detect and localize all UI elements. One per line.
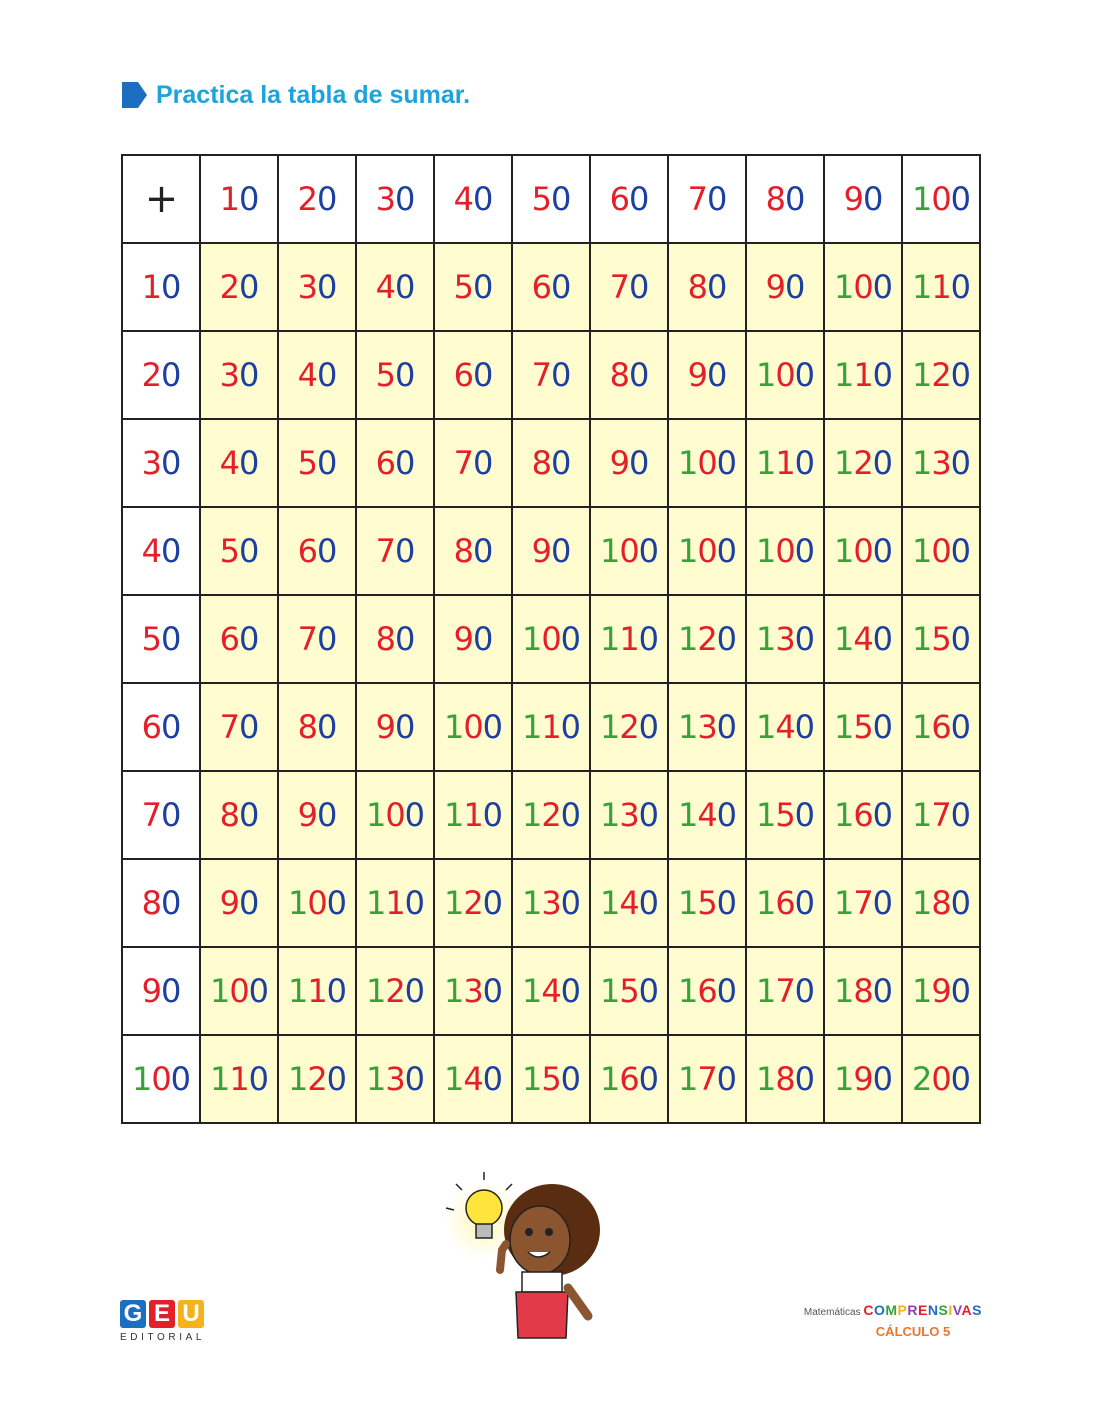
sum-cell: 110: [356, 859, 434, 947]
sum-cell: 170: [902, 771, 980, 859]
sum-cell: 140: [746, 683, 824, 771]
page-title: [120, 78, 470, 112]
table-row: [122, 331, 980, 419]
sum-cell: 50: [200, 507, 278, 595]
logo-letter-g: G: [120, 1300, 146, 1328]
sum-cell: 70: [590, 243, 668, 331]
table-row: [122, 507, 980, 595]
sum-cell: 100: [746, 507, 824, 595]
table-row: [122, 419, 980, 507]
sum-cell: 140: [512, 947, 590, 1035]
book-title: CÁLCULO 5: [875, 1324, 951, 1339]
sum-cell: 170: [746, 947, 824, 1035]
sum-cell: 60: [200, 595, 278, 683]
row-header: 20: [122, 331, 200, 419]
sum-cell: 100: [824, 243, 902, 331]
row-header: 10: [122, 243, 200, 331]
column-header: 40: [434, 155, 512, 243]
column-header: 60: [590, 155, 668, 243]
play-arrow-icon: [120, 80, 148, 110]
table-row: [122, 1035, 980, 1123]
table-row: [122, 859, 980, 947]
sum-cell: 130: [668, 683, 746, 771]
sum-cell: 60: [512, 243, 590, 331]
sum-cell: 160: [590, 1035, 668, 1123]
sum-cell: 150: [824, 683, 902, 771]
sum-cell: 70: [278, 595, 356, 683]
sum-cell: 130: [746, 595, 824, 683]
sum-cell: 100: [200, 947, 278, 1035]
sum-cell: 180: [902, 859, 980, 947]
sum-cell: 90: [200, 859, 278, 947]
sum-cell: 180: [746, 1035, 824, 1123]
sum-cell: 130: [902, 419, 980, 507]
row-header: 40: [122, 507, 200, 595]
sum-cell: 80: [278, 683, 356, 771]
sum-cell: 120: [278, 1035, 356, 1123]
column-header: 30: [356, 155, 434, 243]
sum-cell: 100: [356, 771, 434, 859]
sum-cell: 110: [278, 947, 356, 1035]
sum-cell: 110: [902, 243, 980, 331]
sum-cell: 70: [434, 419, 512, 507]
sum-cell: 80: [668, 243, 746, 331]
sum-cell: 120: [590, 683, 668, 771]
row-header: 60: [122, 683, 200, 771]
sum-cell: 160: [824, 771, 902, 859]
table-row: [122, 243, 980, 331]
sum-cell: 90: [668, 331, 746, 419]
sum-cell: 190: [902, 947, 980, 1035]
row-header: 30: [122, 419, 200, 507]
column-header: 20: [278, 155, 356, 243]
addition-table: [121, 154, 981, 1124]
sum-cell: 170: [824, 859, 902, 947]
column-header: 50: [512, 155, 590, 243]
sum-cell: 160: [746, 859, 824, 947]
row-header: 90: [122, 947, 200, 1035]
sum-cell: 100: [434, 683, 512, 771]
sum-cell: 120: [668, 595, 746, 683]
sum-cell: 120: [902, 331, 980, 419]
sum-cell: 100: [902, 507, 980, 595]
column-header: 80: [746, 155, 824, 243]
sum-cell: 100: [824, 507, 902, 595]
table-row: [122, 771, 980, 859]
header-row: [122, 155, 980, 243]
sum-cell: 100: [590, 507, 668, 595]
series-big: COMPRENSIVAS: [863, 1302, 982, 1318]
sum-cell: 170: [668, 1035, 746, 1123]
girl-illustration: [440, 1170, 610, 1340]
logo-editorial: EDITORIAL: [120, 1332, 206, 1343]
sum-cell: 100: [668, 507, 746, 595]
sum-cell: 20: [200, 243, 278, 331]
sum-cell: 150: [668, 859, 746, 947]
sum-cell: 80: [434, 507, 512, 595]
sum-cell: 150: [590, 947, 668, 1035]
sum-cell: 200: [902, 1035, 980, 1123]
sum-cell: 110: [200, 1035, 278, 1123]
sum-cell: 40: [200, 419, 278, 507]
sum-cell: 110: [590, 595, 668, 683]
sum-cell: 70: [512, 331, 590, 419]
sum-cell: 90: [356, 683, 434, 771]
sum-cell: 130: [434, 947, 512, 1035]
sum-cell: 90: [746, 243, 824, 331]
sum-cell: 140: [434, 1035, 512, 1123]
sum-cell: 90: [434, 595, 512, 683]
sum-cell: 90: [278, 771, 356, 859]
plus-sign: +: [122, 155, 200, 243]
sum-cell: 140: [824, 595, 902, 683]
sum-cell: 40: [356, 243, 434, 331]
sum-cell: 100: [512, 595, 590, 683]
sum-cell: 190: [824, 1035, 902, 1123]
sum-cell: 120: [434, 859, 512, 947]
logo-letter-e: E: [149, 1300, 175, 1328]
sum-cell: 180: [824, 947, 902, 1035]
sum-cell: 50: [278, 419, 356, 507]
sum-cell: 50: [356, 331, 434, 419]
sum-cell: 130: [590, 771, 668, 859]
sum-cell: 150: [902, 595, 980, 683]
sum-cell: 140: [590, 859, 668, 947]
sum-cell: 110: [512, 683, 590, 771]
sum-cell: 60: [278, 507, 356, 595]
sum-cell: 100: [746, 331, 824, 419]
sum-cell: 110: [824, 331, 902, 419]
sum-cell: 110: [746, 419, 824, 507]
sum-cell: 60: [434, 331, 512, 419]
sum-cell: 30: [278, 243, 356, 331]
sum-cell: 70: [356, 507, 434, 595]
logo-letter-u: U: [178, 1300, 204, 1328]
table-row: [122, 595, 980, 683]
geu-logo: [120, 1300, 205, 1343]
sum-cell: 80: [590, 331, 668, 419]
sum-cell: 70: [200, 683, 278, 771]
title-text: Practica la tabla de sumar.: [156, 80, 471, 109]
column-header: 10: [200, 155, 278, 243]
sum-cell: 100: [278, 859, 356, 947]
row-header: 100: [122, 1035, 200, 1123]
sum-cell: 80: [356, 595, 434, 683]
table-row: [122, 683, 980, 771]
series-small: Matemáticas: [803, 1307, 861, 1318]
row-header: 70: [122, 771, 200, 859]
sum-cell: 130: [512, 859, 590, 947]
sum-cell: 80: [200, 771, 278, 859]
table-row: [122, 947, 980, 1035]
sum-cell: 90: [590, 419, 668, 507]
column-header: 70: [668, 155, 746, 243]
sum-cell: 120: [356, 947, 434, 1035]
sum-cell: 150: [746, 771, 824, 859]
sum-cell: 100: [668, 419, 746, 507]
sum-cell: 110: [434, 771, 512, 859]
sum-cell: 140: [668, 771, 746, 859]
sum-cell: 40: [278, 331, 356, 419]
sum-cell: 60: [356, 419, 434, 507]
sum-cell: 150: [512, 1035, 590, 1123]
sum-cell: 50: [434, 243, 512, 331]
row-header: 50: [122, 595, 200, 683]
column-header: 100: [902, 155, 980, 243]
sum-cell: 130: [356, 1035, 434, 1123]
sum-cell: 90: [512, 507, 590, 595]
column-header: 90: [824, 155, 902, 243]
sum-cell: 160: [902, 683, 980, 771]
sum-cell: 160: [668, 947, 746, 1035]
series-branding: [800, 1302, 982, 1339]
sum-cell: 80: [512, 419, 590, 507]
row-header: 80: [122, 859, 200, 947]
sum-cell: 30: [200, 331, 278, 419]
sum-cell: 120: [824, 419, 902, 507]
sum-cell: 120: [512, 771, 590, 859]
